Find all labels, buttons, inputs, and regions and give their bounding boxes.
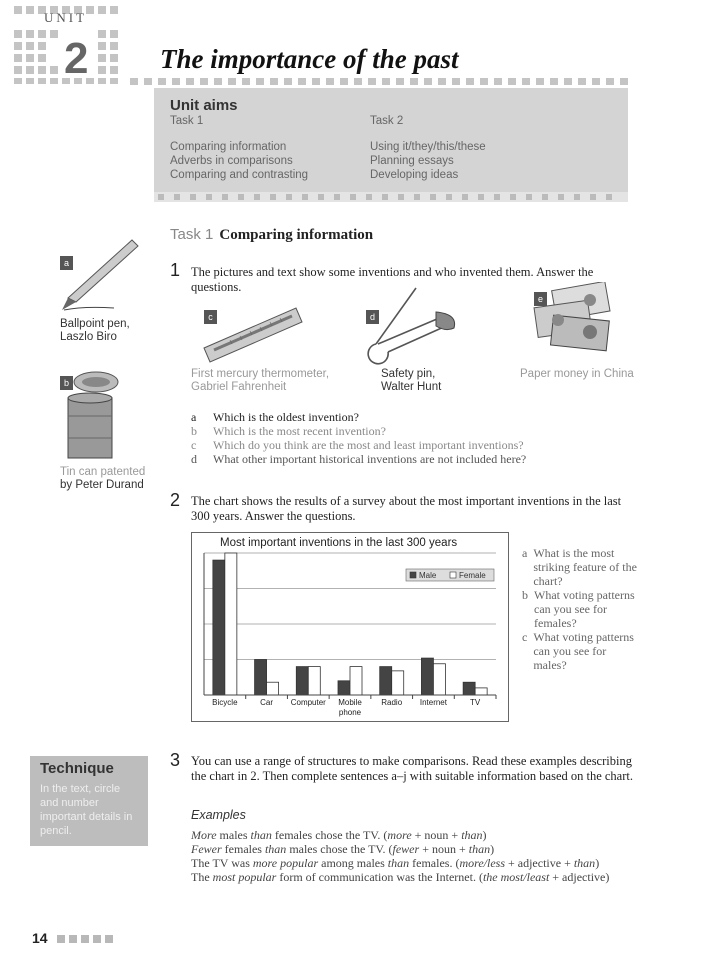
technique-body: In the text, circle and number important details in pencil. (40, 783, 133, 837)
chart-bar-female (392, 671, 404, 695)
chart-bar-male (255, 660, 267, 696)
picture-b-badge: b (60, 376, 73, 390)
chart-bar-female (475, 688, 487, 695)
safety-pin-illustration (364, 282, 464, 366)
chart-tick-label: TV (470, 698, 481, 707)
question-1-text: The pictures and text show some inventions and who invented them. Answer the questions. (191, 265, 594, 294)
example-line: More males than females chose the TV. (more + noun + than) (191, 828, 487, 842)
film-strip-decoration (154, 192, 628, 202)
example-line: Fewer females than males chose the TV. (fewer + noun + than) (191, 842, 495, 856)
chart-legend-label: Female (459, 571, 486, 580)
list-item: b What voting patterns can you see for females? (522, 588, 635, 630)
examples-title: Examples (191, 808, 246, 822)
question-1-number: 1 (170, 260, 181, 280)
chart-tick-label: Car (260, 698, 274, 707)
inventions-chart (191, 532, 509, 722)
question-2-text: The chart shows the results of a survey about the most important inventions in the last 300 years. Answer the questions. (191, 494, 622, 523)
picture-c-caption: First mercury thermometer, Gabriel Fahrenheit (191, 368, 330, 393)
picture-d-badge: d (366, 310, 379, 324)
tin-can-illustration (60, 368, 130, 464)
aims-item: Task 2 (370, 115, 404, 127)
thermometer-illustration (200, 300, 304, 366)
chart-bar-female (350, 667, 362, 695)
chart-tick-label: Computer (290, 698, 326, 707)
picture-a-caption: Ballpoint pen, Laszlo Biro (60, 318, 130, 343)
question-2-number: 2 (170, 490, 181, 510)
example-line: The most popular form of communication was the Internet. (the most/least + adjective) (191, 870, 610, 884)
list-item: a What is the most striking feature of the chart? (522, 546, 637, 588)
aims-item: Developing ideas (370, 169, 459, 181)
chart-title: Most important inventions in the last 300 years (220, 537, 458, 549)
examples-list (191, 828, 631, 884)
list-item: c Which do you think are the most and least important inventions? (191, 438, 524, 452)
aims-item: Using it/they/this/these (370, 141, 486, 153)
aims-item: Comparing and contrasting (170, 169, 309, 181)
question-1-list (191, 410, 611, 466)
question-3-number: 3 (170, 750, 181, 770)
ballpoint-pen-illustration (54, 236, 144, 316)
chart-bar-male (463, 682, 475, 695)
task1-title: Comparing information (219, 227, 374, 243)
chart-tick-label: Internet (419, 698, 447, 707)
picture-a-badge: a (60, 256, 73, 270)
chart-bar-female (267, 682, 279, 695)
aims-column-task2 (370, 114, 486, 182)
aims-column-task1 (170, 114, 308, 182)
chart-tick-label: phone (338, 708, 362, 717)
chart-tick-label: Radio (381, 698, 403, 707)
picture-d-caption: Safety pin, Walter Hunt (381, 368, 442, 393)
list-item: b Which is the most recent invention? (191, 424, 386, 438)
example-line: The TV was more popular among males than females. (more/less + adjective + than) (191, 856, 600, 870)
unit-number: 2 (64, 34, 89, 83)
aims-item: Task 1 (170, 115, 204, 127)
chart-tick-label: Mobile (338, 698, 362, 707)
list-item: d What other important historical inventions are not included here? (191, 452, 527, 466)
header-rule-decoration (130, 78, 640, 86)
aims-item: Planning essays (370, 155, 454, 167)
technique-title: Technique (40, 760, 114, 777)
chart-bar-male (380, 667, 392, 695)
chart-bar-female (308, 667, 320, 695)
unit-aims-title: Unit aims (170, 97, 238, 114)
chart-plot (192, 533, 508, 721)
task1-heading (170, 226, 373, 244)
chart-bar-female (225, 553, 237, 695)
page-title: The importance of the past (160, 44, 459, 74)
unit-label: UNIT (44, 10, 88, 25)
picture-e-badge: e (534, 292, 547, 306)
chart-legend-swatch (410, 572, 416, 578)
picture-c-badge: c (204, 310, 217, 324)
task1-label: Task 1 (170, 226, 214, 243)
chart-bar-male (338, 681, 350, 695)
paper-money-illustration (530, 282, 616, 352)
list-item: c What voting patterns can you see for males? (522, 630, 634, 672)
aims-item: Adverbs in comparisons (170, 155, 293, 167)
picture-e-caption: Paper money in China (520, 368, 634, 380)
list-item: a Which is the oldest invention? (191, 410, 359, 424)
question-3-text: You can use a range of structures to make comparisons. Read these examples describing the chart in 2. Then complete sentences a–j with suitable information based on the chart. (191, 754, 633, 783)
chart-bar-male (296, 667, 308, 695)
chart-legend-label: Male (419, 571, 437, 580)
chart-legend-swatch (450, 572, 456, 578)
page-number: 14 (32, 930, 117, 946)
chart-tick-label: Bicycle (212, 698, 238, 707)
picture-b-caption: Tin can patented by Peter Durand (60, 466, 146, 491)
chart-bar-male (213, 560, 225, 695)
chart-bar-female (433, 664, 445, 695)
chart-bar-male (421, 658, 433, 695)
question-2-side-list (522, 546, 640, 672)
aims-item: Comparing information (170, 141, 287, 153)
